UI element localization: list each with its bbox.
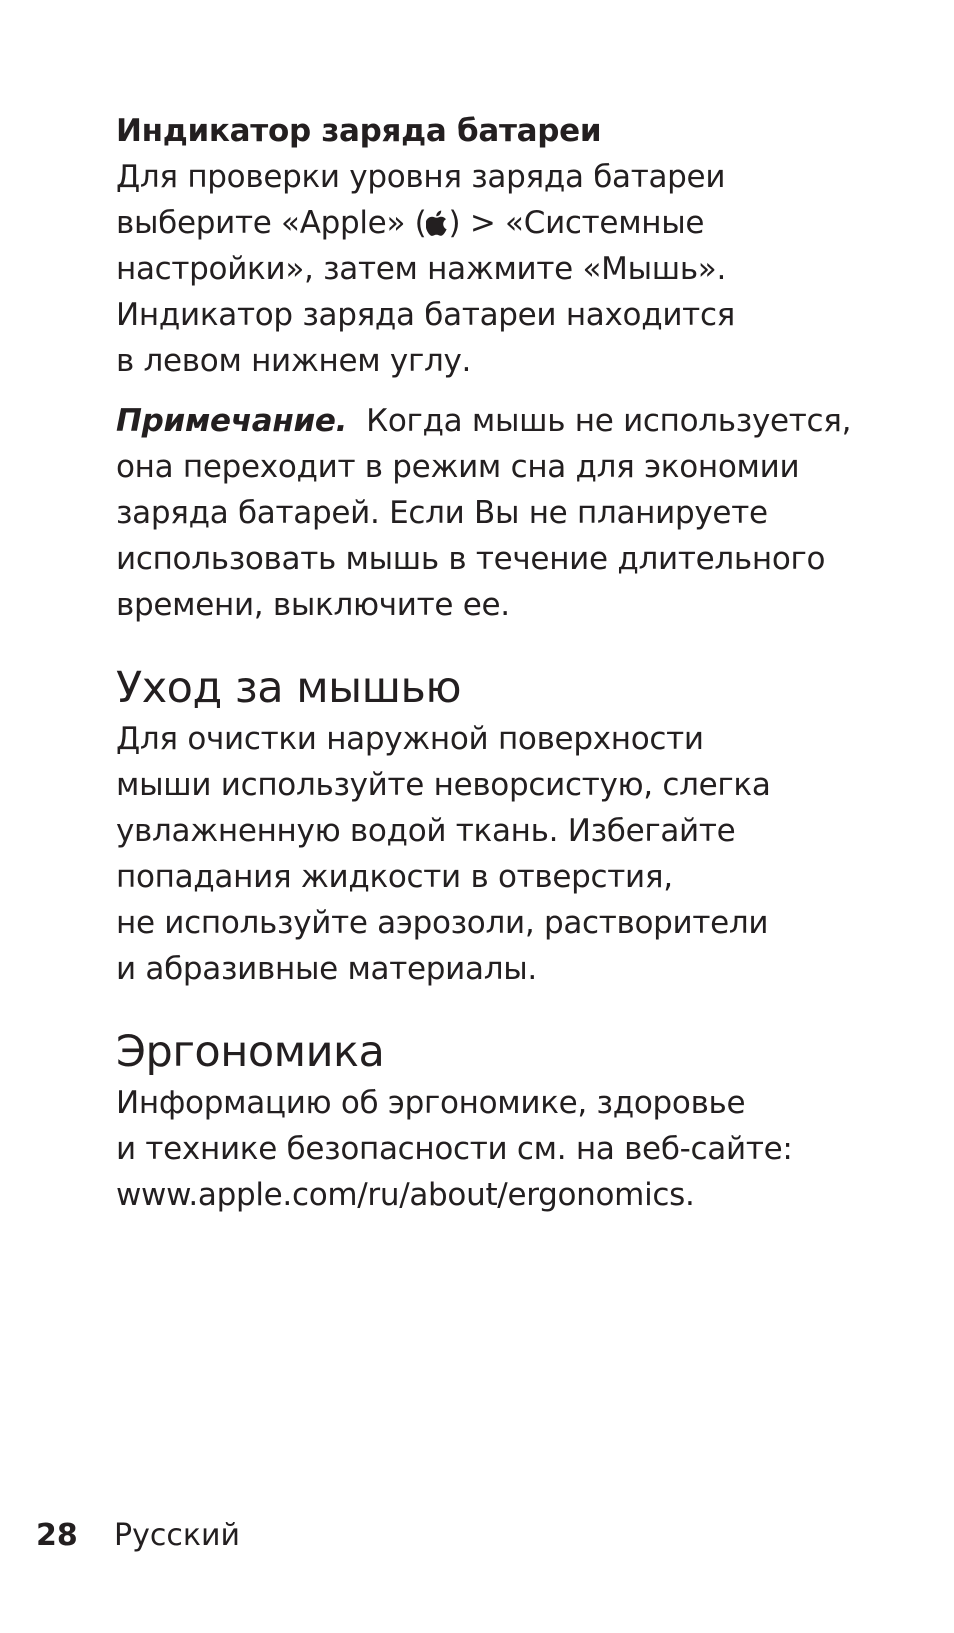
ergonomics-title: Эргономика xyxy=(116,1027,385,1077)
care-text-line: попадания жидкости в отверстия, xyxy=(116,859,673,895)
note-label: Примечание. xyxy=(116,403,348,439)
footer-language: Русский xyxy=(114,1518,240,1553)
note-text-line xyxy=(116,398,916,444)
note-text-line: использовать мышь в течение длительного xyxy=(116,541,826,577)
page-number: 28 xyxy=(36,1518,78,1553)
battery-text-line: Индикатор заряда батареи находится xyxy=(116,297,736,333)
ergonomics-text-line: и технике безопасности см. на веб-сайте: xyxy=(116,1131,793,1167)
battery-text-line: Для проверки уровня заряда батареи xyxy=(116,159,726,195)
note-text-line: времени, выключите ее. xyxy=(116,587,510,623)
battery-heading: Индикатор заряда батареи xyxy=(116,113,602,149)
care-title: Уход за мышью xyxy=(116,663,462,713)
care-text-line: и абразивные материалы. xyxy=(116,951,537,987)
battery-text-line: настройки», затем нажмите «Мышь». xyxy=(116,251,727,287)
care-text-line: увлажненную водой ткань. Избегайте xyxy=(116,813,736,849)
ergonomics-text-line: Информацию об эргономике, здоровье xyxy=(116,1085,746,1121)
battery-text-line xyxy=(116,200,916,246)
ergonomics-url: www.apple.com/ru/about/ergonomics. xyxy=(116,1177,695,1213)
apple-logo-icon xyxy=(426,210,448,236)
battery-text-fragment: ) > «Системные xyxy=(448,205,705,241)
care-section xyxy=(116,660,916,992)
note-text-fragment: Когда мышь не используется, xyxy=(347,403,852,439)
care-text-line: не используйте аэрозоли, растворители xyxy=(116,905,769,941)
note-section xyxy=(116,398,916,628)
battery-text-fragment: выберите «Apple» ( xyxy=(116,205,427,241)
page-footer xyxy=(36,1516,240,1556)
ergonomics-section xyxy=(116,1024,916,1218)
note-text-line: заряда батарей. Если Вы не планируете xyxy=(116,495,768,531)
battery-text-line: в левом нижнем углу. xyxy=(116,343,472,379)
care-text-line: мыши используйте неворсистую, слегка xyxy=(116,767,771,803)
note-text-line: она переходит в режим сна для экономии xyxy=(116,449,800,485)
battery-section xyxy=(116,108,916,384)
care-text-line: Для очистки наружной поверхности xyxy=(116,721,704,757)
